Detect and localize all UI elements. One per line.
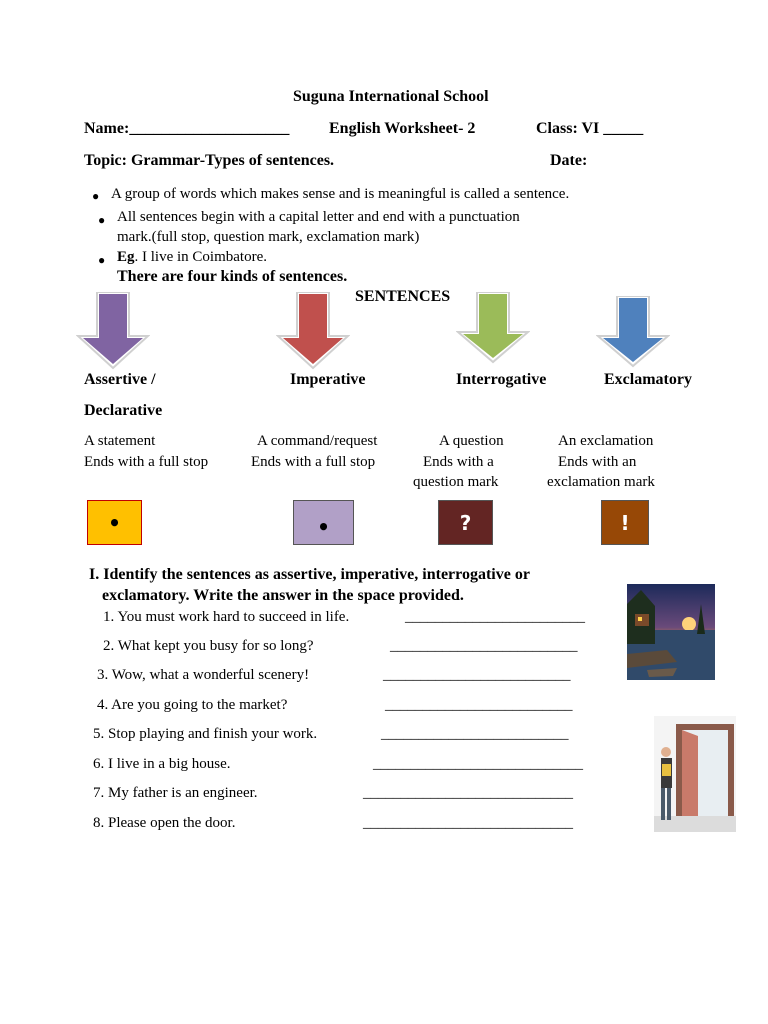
school-title: Suguna International School — [293, 88, 489, 105]
down-arrow-icon-imperative — [276, 292, 350, 370]
intro-bullet-2: All sentences begin with a capital letter and end with a punctuation — [117, 209, 520, 225]
exercise-item-1: 1. You must work hard to succeed in life. — [103, 609, 350, 625]
declarative-label: Declarative — [84, 402, 163, 419]
answer-blank-5[interactable]: _________________________ — [381, 726, 569, 742]
diagram-title: SENTENCES — [355, 288, 451, 305]
topic-line: Topic: Grammar-Types of sentences. — [84, 152, 335, 169]
imperative-label: Imperative — [290, 371, 366, 388]
exclamation-mark-box — [601, 500, 649, 545]
intro-bullet-1: A group of words which makes sense and is meaningful is called a sentence. — [111, 186, 570, 202]
date-label: Date: — [550, 152, 588, 169]
imperative-desc: A command/request — [257, 433, 378, 449]
answer-blank-2[interactable]: _________________________ — [390, 638, 578, 654]
interrogative-label: Interrogative — [456, 371, 547, 388]
full-stop-mark: • — [317, 514, 330, 539]
class-label: Class: VI _____ — [536, 120, 644, 137]
worksheet-title: English Worksheet- 2 — [329, 120, 476, 137]
exercise-item-8: 8. Please open the door. — [93, 815, 236, 831]
four-kinds-heading: There are four kinds of sentences. — [117, 268, 348, 285]
exercise-heading: I. Identify the sentences as assertive, imperative, interrogative or — [89, 566, 530, 583]
exclamatory-ending: Ends with an — [558, 454, 637, 470]
exercise-item-4: 4. Are you going to the market? — [97, 697, 288, 713]
full-stop-mark: • — [108, 510, 121, 535]
interrogative-ending: Ends with a — [423, 454, 494, 470]
exercise-item-7: 7. My father is an engineer. — [93, 785, 258, 801]
name-field-label: Name:____________________ — [84, 120, 290, 137]
question-mark-box — [438, 500, 493, 545]
bullet-icon: ● — [92, 189, 100, 203]
example-text: . I live in Coimbatore. — [134, 249, 267, 265]
down-arrow-icon-assertive — [76, 292, 150, 370]
assertive-ending: Ends with a full stop — [84, 454, 209, 470]
full-stop-box-assertive — [87, 500, 142, 545]
exercise-heading-cont: exclamatory. Write the answer in the space provided. — [102, 587, 464, 604]
question-mark: ? — [459, 510, 472, 535]
intro-bullet-2-cont: mark.(full stop, question mark, exclamation mark) — [117, 229, 420, 245]
exercise-item-2: 2. What kept you busy for so long? — [103, 638, 314, 654]
interrogative-ending-cont: question mark — [413, 474, 499, 490]
answer-blank-8[interactable]: ____________________________ — [363, 815, 573, 831]
bullet-icon: ● — [98, 253, 106, 267]
bullet-icon: ● — [98, 213, 106, 227]
exclamatory-desc: An exclamation — [558, 433, 654, 449]
example-label: Eg — [117, 249, 135, 265]
example-line — [117, 249, 267, 266]
assertive-label: Assertive / — [84, 371, 156, 388]
assertive-desc: A statement — [84, 433, 156, 449]
imperative-ending: Ends with a full stop — [251, 454, 376, 470]
exclamation-mark: ! — [620, 510, 630, 535]
answer-blank-6[interactable]: ____________________________ — [373, 756, 583, 772]
full-stop-box-imperative — [293, 500, 354, 545]
exclamatory-label: Exclamatory — [604, 371, 692, 388]
exclamatory-ending-cont: exclamation mark — [547, 474, 655, 490]
exercise-item-6: 6. I live in a big house. — [93, 756, 231, 772]
down-arrow-icon-exclamatory — [596, 296, 670, 368]
answer-blank-7[interactable]: ____________________________ — [363, 785, 573, 801]
interrogative-desc: A question — [439, 433, 504, 449]
exercise-item-5: 5. Stop playing and finish your work. — [93, 726, 318, 742]
answer-blank-1[interactable]: ________________________ — [405, 609, 585, 625]
answer-blank-3[interactable]: _________________________ — [383, 667, 571, 683]
answer-blank-4[interactable]: _________________________ — [385, 697, 573, 713]
open-door-picture — [654, 716, 736, 832]
down-arrow-icon-interrogative — [456, 292, 530, 364]
scenery-picture — [627, 584, 715, 680]
exercise-item-3: 3. Wow, what a wonderful scenery! — [97, 667, 310, 683]
